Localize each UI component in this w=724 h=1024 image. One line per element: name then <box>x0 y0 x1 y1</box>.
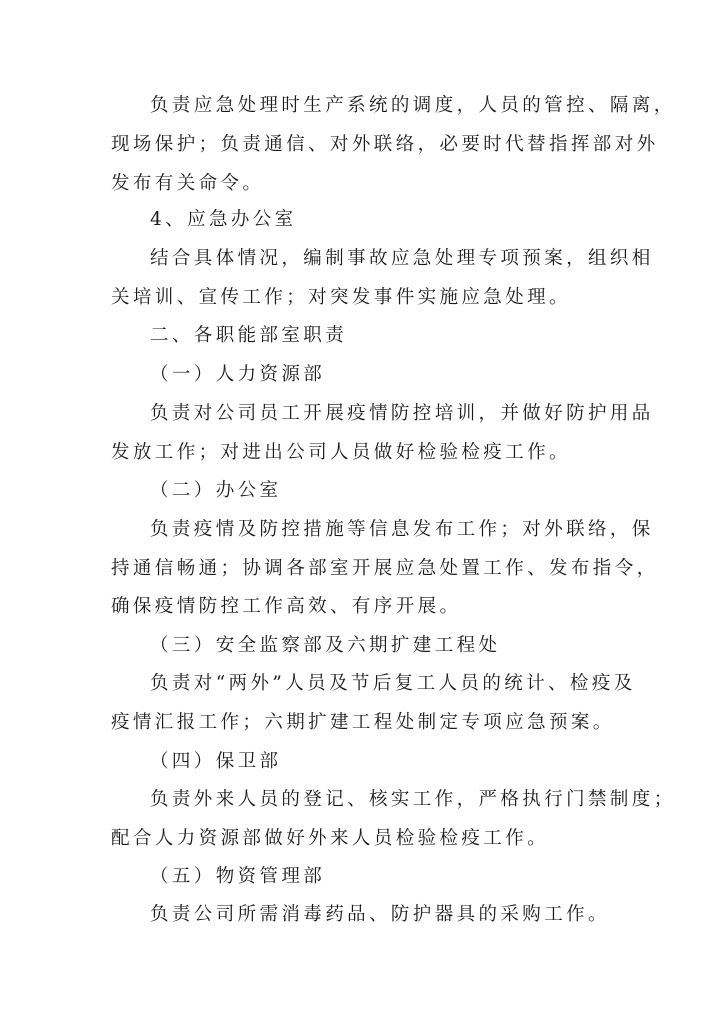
paragraph-line: 负责疫情及防控措施等信息发布工作；对外联络，保 <box>150 519 654 540</box>
section-heading: 4、应急办公室 <box>150 209 297 230</box>
paragraph-line: 现场保护；负责通信、对外联络，必要时代替指挥部对外 <box>111 134 659 155</box>
paragraph-line: 配合人力资源部做好外来人员检验检疫工作。 <box>111 828 550 849</box>
section-heading: 二、各职能部室职责 <box>150 325 348 346</box>
paragraph-line: 发布有关命令。 <box>111 173 265 194</box>
subsection-heading: （三）安全监察部及六期扩建工程处 <box>150 635 501 656</box>
paragraph-line: 负责应急处理时生产系统的调度，人员的管控、隔离， <box>150 95 676 116</box>
subsection-heading: （五）物资管理部 <box>150 866 326 887</box>
paragraph-line: 负责对公司员工开展疫情防控培训，并做好防护用品 <box>150 403 654 424</box>
paragraph-line: 负责外来人员的登记、核实工作，严格执行门禁制度； <box>150 789 676 810</box>
paragraph-line: 确保疫情防控工作高效、有序开展。 <box>111 596 462 617</box>
paragraph-line: 关培训、宣传工作；对突发事件实施应急处理。 <box>111 287 571 308</box>
paragraph-line: 结合具体情况，编制事故应急处理专项预案，组织相 <box>150 248 654 269</box>
paragraph-line: 负责公司所需消毒药品、防护器具的采购工作。 <box>150 904 610 925</box>
subsection-heading: （二）办公室 <box>150 480 282 501</box>
paragraph-line: 发放工作；对进出公司人员做好检验检疫工作。 <box>111 442 571 463</box>
subsection-heading: （一）人力资源部 <box>150 364 326 385</box>
paragraph-line: 负责对“两外”人员及节后复工人员的统计、检疫及 <box>150 673 636 694</box>
subsection-heading: （四）保卫部 <box>150 751 282 772</box>
paragraph-line: 疫情汇报工作；六期扩建工程处制定专项应急预案。 <box>111 712 615 733</box>
paragraph-line: 持通信畅通；协调各部室开展应急处置工作、发布指令， <box>111 558 659 579</box>
